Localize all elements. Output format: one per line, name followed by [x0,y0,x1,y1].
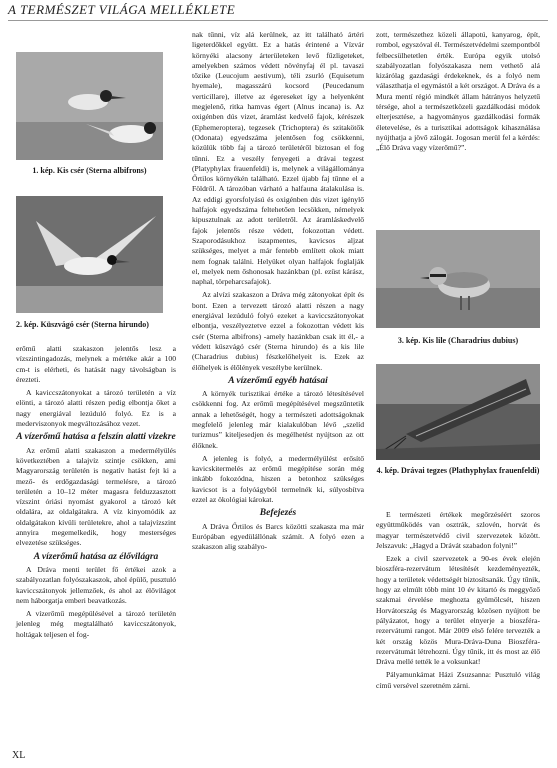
col3-paragraph-1: zott, természethez közeli állapotú, kanyarog, épít, rombol, egyszóval él. Természetvédelmi szempontból felbecsülhetetlen érték. Európa egyik utolsó szabályozatlan folyószakasza nem vethető alá kizárólag gazdasági érdekeknek, és a folyó nem választhatja el egymástól a két országot. A Dráva és a Mura mentí régió mindkét állam hátrányos helyzetű térsége, ahol a természetközeli gazdálkodási módok elterjesztése, a hagyományos gazdálkodási formák életevelése, és a turisztikai adottságok kihasználása nyújthatja a jövő zálogát. Jogosan merül fel a kérdés: „Élő Dráva vagy vízerőmű?”. [376,30,540,153]
section-heading-felszin-alatti-vizek: A vízerőmű hatása a felszín alatti vizekre [16,432,176,443]
col2-paragraph-2: Az alvízi szakaszon a Dráva még zátonyokat épít és bont. Ezen a tervezett tározó alatti részen a nagy energiával lezúduló folyó ezeket a kaviccszátonyokat elbontja, veszélyeztetve ezzel a fokozottan védett kis csér (Sterna albifrons) -amely hazánkban csak itt él,- a védett küszvágó csér (Sterna hirundo) és a kis lile (Charadrius dubius) fészkelőhelyeit is. Ezek az élőhelyek is élőlények veszélybe kerülnek. [192,290,364,372]
caption-4-text: 4. kép. Drávai tegzes (Plathyphylax frauenfeldi) [376,466,540,475]
section-heading-egyeb-hatasok: A vízerőmű egyéb hatásai [228,375,328,386]
header-rule [8,20,548,21]
col1-paragraph-1: erőmű alatti szakaszon jelentős lesz a vízszintingadozás, melynek a mértéke akár a 100 cm-t is elérheti, és hatását nagy távolságban is érezteti. [16,344,176,384]
col1-paragraph-2: A kaviccszátonyokat a tározó területén a víz elönti, a tározó alatti részen pedig elbontja őket a nagy energiával lezúduló folyó. Ez is a mederviszonyok megváltozásához vezet. [16,388,176,429]
caption-2: 2. kép. Küszvágó csér (Sterna hirundo) [16,320,149,329]
col3-paragraph-4: Pályamunkámat Házi Zsuzsanna: Pusztuló világ című versével szeretném zárni. [376,670,540,690]
col2-paragraph-1: nak tűnni, víz alá kerülnek, az itt található ártéri ligeterdőkkel együtt. Ez a hatás érintené a Vízvár környéki alacsony árterületeken levő fűzligeteket, amelyekben számos védett növényfaj él pl. tavaszi tőzike (Leucojum aestivum), téli zsurló (Equisetum hyemale), magasszárú kocsord (Peucedanum verticillare), illetve az égereseket így a helyenként megjelenő, ritka hamvas égert (Alnus incana) is. Az oxigénben dús vizet, áramlást kedvelő fajok, kérészek (Ephemeroptera), tegzesek (Trichoptera) és szitakötők (Odonata) egyedszáma jelentősen fog csökkenni, közülük több faj a tározó területéről biztosan el fog tűnni. Ez a veszély fenyegeti a drávai tegzest (Platyphylax frauenfeldi) is, melynek a világállománya Őrtilos környékén található. Ezzel újabb faj tűnne el a Földről. A tározóban várható a halfauna átalakulása is. Az eddigi gyorsfolyású és oxigénben dús vizet igénylő halfajok egyedszáma feltehetően lecsökken, némelyek kipusztulnak az adott területről. Az áramláskedvelő fajok jelentős része védett, fokozottan védett. Szaporodásukhoz iszapmentes, kavicsos aljzat szükséges, melyet a már fentebb említett okok miatt nem fognak találni. Helyüket olyan halfajok foglalják el, melyek nem őshonosak hazánkban (pl. ezüst kárász, naphal, törpeharcsafajok). [192,30,364,287]
caption-3: 3. kép. Kis lile (Charadrius dubius) [397,336,519,345]
col1-paragraph-4: A Dráva menti terület fő értékei azok a szabályozatlan folyószakaszok, ahol épülő, pusztuló kaviccszátonyok jellemzőek, és ahol az élővilágot nem háborgatja emberi beavatkozás. [16,564,176,605]
page-header [0,0,557,22]
page-number: XL [12,750,26,761]
running-title: A TERMÉSZET VILÁGA MELLÉKLETE [8,2,236,17]
photo-kuszvago-cser [16,196,163,313]
caption-4 [376,466,540,476]
col3-paragraph-3: Ezek a civil szervezetek a 90-es évek elején bioszféra-rezervátum létesítését kezdeményezték, hogy a területek védettségét biztosítsanák. Úgy tűnik, hogy az elmúlt több mint 10 év kitartó és meggyőző szakmai érvelése meghozta gyümölcsét, hiszen Horvátország és Magyarország közösen nyújtott be pályázatot, hogy a terület elnyerje a bioszféra-rezervátumi rangot. Már 2009 első felére tervezték a két ország közös Mura-Dráva-Duna Bioszféra-rezervátumát létrehozni. Úgy tűnik, itt és most az élő Dráva mellé tették le a voksunkat! [376,554,540,667]
column-1 [16,344,176,643]
col2-paragraph-3: A környék turisztikai értéke a tározó létesítésével csökkenni fog. Az erőmű megépítésével megszűntetik annak a lehetőségét, hogy a természeti adottságoknak megfelelő jelenleg már kialakulóban lévő „szelíd turizmus” kiteljesedjen és megélhetést nyújtson az ott élőknek. [192,389,364,450]
section-heading-elovilag: A vízerőmű hatása az élővilágra [33,551,159,562]
column-3-bottom [376,510,540,694]
col1-paragraph-5: A vízerőmű megépülésével a tározó területén jelenleg még megtalálható kaviccszátonyok, holtágak teljesen el fog- [16,609,176,639]
photo-kis-lile [376,230,540,328]
column-3-top [376,30,540,157]
photo-kis-cser [16,52,163,160]
col2-paragraph-5: A Dráva Őrtilos és Barcs közötti szakasza ma már Európában egyedülállónak számít. A folyó ezen a szakaszon alig szabályo- [192,521,364,552]
col2-paragraph-4: A jelenleg is folyó, a medermélyülést erősítő kavicskitermelés az erőmű megépítése során még inkább fokozódna, hiszen a betonhoz szükséges kavicsot is a folyóágyból termelnék ki, súlyosbítva ezzel az ökológiai károkat. [192,453,364,505]
photo-dravai-tegzes [376,364,540,460]
caption-1: 1. kép. Kis csér (Sterna albifrons) [32,166,147,175]
column-2 [192,30,364,556]
col3-paragraph-2: E természeti értékek megőrzéséért szoros együttműködés van osztrák, szlovén, horvát és magyar természetvédő civil szervezetek között. Jelszavuk: „Hagyd a Drávát szabadon folyni!” [376,510,540,550]
section-heading-befejezes: Befejezés [259,508,297,519]
col1-paragraph-3: Az erőmű alatti szakaszon a medermélyülés következtében a talajvíz szintje csökken, ami Magyarország területén is negatív hatást fejt ki a mező- és erdőgazdasági termelésre, a tározó területén a 10–12 méter magasra felduzzasztott vízszint óriási nyomást gyakorol a tározó két oldalára, az oldalgátakra. A víz kinyomódik az oldalgátakon kívüli területekre, ahol a talajvízszint annyira megemelkedik, hogy mesterséges elvezetése szükséges. [16,445,176,548]
